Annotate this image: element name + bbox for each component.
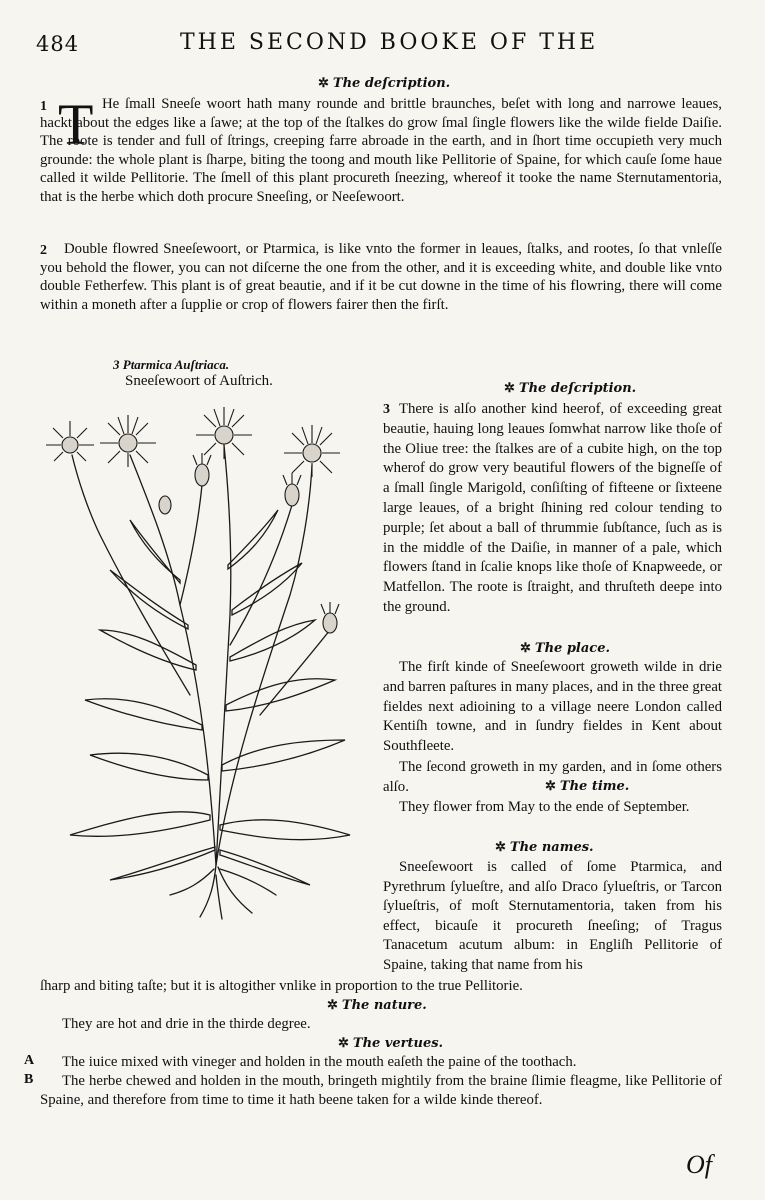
- star-ornament-icon: ✲: [495, 840, 506, 855]
- section-heading-nature: ✲ The nature.: [327, 998, 427, 1013]
- paragraph-number: 1: [40, 99, 47, 114]
- section-heading-description: ✲ The deſcription.: [318, 76, 451, 91]
- star-ornament-icon: ✲: [327, 998, 338, 1013]
- paragraph-description-1: He ſmall Sneeſe woort hath many rounde and brittle braunches, beſet with long and narrowe leaues, hackt about the edges like a ſawe; at the top of the ſtalkes do grow ſmal ſingle flowers like the wilde fielde Daiſie. The roote is tender and full of ſtrings, creeping farre abroade in the earth, and in ſhort time occupieth very much grounde: the whole plant is ſharpe, biting the toong and mouth like Pellitorie of Spaine, for which cauſe ſome haue called it wilde Pellitorie. The ſmell of this plant procureth ſneezing, whereof it tooke the name Sternutamentoria, that is the herbe which doth procure Sneeſing, or Neeſewoort.: [40, 96, 722, 205]
- section-heading-description-2: ✲ The deſcription.: [504, 381, 637, 396]
- drop-cap: T: [58, 92, 94, 157]
- section-heading-vertues: ✲ The vertues.: [338, 1036, 444, 1051]
- sneezewort-woodcut-illustration: [30, 395, 370, 920]
- star-ornament-icon: ✲: [504, 381, 515, 396]
- star-ornament-icon: ✲: [318, 76, 329, 91]
- paragraph-description-2: Double flowred Sneeſewoort, or Ptarmica, is like vnto the former in leaues, ſtalks, and rootes, ſo that vnleſſe you behold the flower, you can not diſcerne the one from the other, and it is exceeding white, and double like vnto double Fetherfew. This plant is of great beautie, and if it be cut downe in the time of his flowring, there will come within a moneth after a ſupplie or crop of flowers fairer then the firſt.: [40, 241, 722, 313]
- paragraph-vertue-a: The iuice mixed with vineger and holden in the mouth eaſeth the paine of the toothach.: [62, 1054, 577, 1070]
- paragraph-description-3: There is alſo another kind heerof, of exceeding great beautie, hauing long leaues ſomwhat narrow like thoſe of the Oliue tree: the ſtalkes are of a cubite high, on the top wherof do grow very beautiful flowers of the bigneſſe of a ſmall ſingle Marigold, conſiſting of fifteene or ſixteene large leaues, of a bright ſhining red colour tending to purple; ſet about a ball of thrummie ſubſtance, ſuch as is in the middle of the Daiſie, in manner of a pale, which flowers ſtand in ſcalie knops like thoſe of Knapweede, or Matfellon. The roote is ſtraight, and thruſteth deepe into the ground.: [383, 401, 722, 615]
- section-heading-place: ✲ The place.: [520, 641, 610, 656]
- star-ornament-icon: ✲: [520, 641, 531, 656]
- figure-caption: Sneeſewoort of Auſtrich.: [125, 373, 273, 389]
- paragraph-nature: They are hot and drie in the thirde degree.: [62, 1016, 311, 1032]
- margin-letter: B: [24, 1072, 34, 1087]
- catchword: Of: [686, 1150, 712, 1179]
- section-heading-time: ✲ The time.: [545, 779, 630, 794]
- paragraph-vertue-b: The herbe chewed and holden in the mouth, bringeth mightily from the braine ſlimie fleagme, like Pellitorie of Spaine, and therefore from time to time it hath beene taken for a wilde kinde thereof.: [40, 1073, 722, 1108]
- star-ornament-icon: ✲: [545, 779, 556, 794]
- paragraph-place-2: The ſecond groweth in my garden, and in ſome others alſo.: [383, 759, 722, 795]
- paragraph-names: Sneeſewoort is called of ſome Ptarmica, and Pyrethrum ſylueſtre, and alſo Draco ſylueſtris, or Tarcon ſylueſtris, of moſt Sternutamentoria, taken from his effect, bicauſe it procureth ſneeſing; of Tragus Tanacetum acutum album: in Engliſh Pellitorie of Spaine, taking that name from his: [383, 859, 722, 973]
- paragraph-time: They flower from May to the ende of September.: [399, 799, 690, 815]
- star-ornament-icon: ✲: [338, 1036, 349, 1051]
- running-title: THE SECOND BOOKE OF THE: [180, 30, 599, 55]
- paragraph-place: The firſt kinde of Sneeſewoort groweth wilde in drie and barren paſtures in many places, and in the three great fieldes next adioining to a village neere London called Kentiſh towne, and in ſundry fieldes in Kent about Southfleete.: [383, 659, 722, 755]
- figure-label: 3 Ptarmica Auſtriaca.: [113, 357, 230, 372]
- paragraph-names-continued: ſharp and biting taſte; but it is altogither vnlike in proportion to the true Pellitorie.: [40, 978, 523, 994]
- margin-letter: A: [24, 1053, 35, 1068]
- page-number: 484: [36, 32, 80, 56]
- paragraph-number: 2: [40, 243, 47, 258]
- paragraph-number: 3: [383, 402, 390, 417]
- section-heading-names: ✲ The names.: [495, 840, 594, 855]
